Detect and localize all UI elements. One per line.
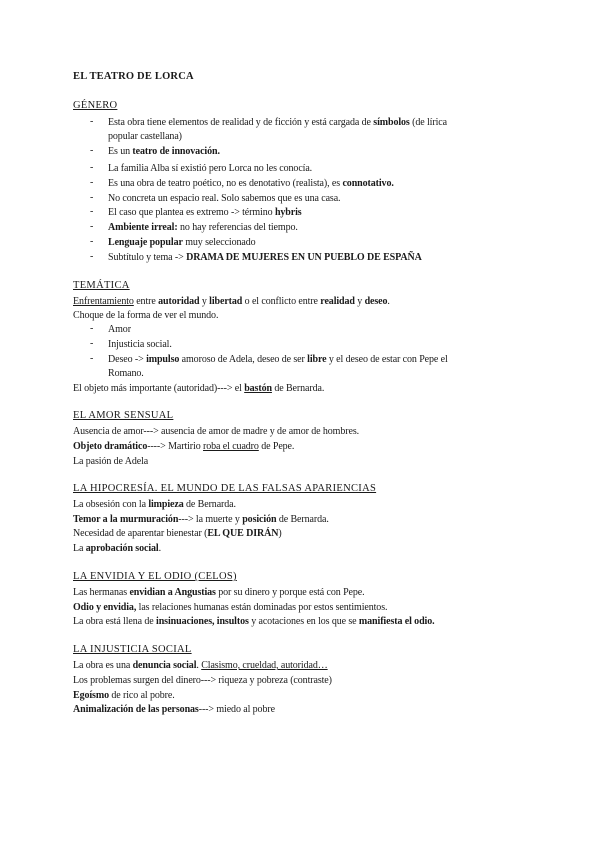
injusticia-line-2: Los problemas surgen del dinero---> riqueza y pobreza (contraste) [73,675,332,686]
document-title: EL TEATRO DE LORCA [73,71,194,82]
bullet-dash: - [90,323,94,334]
genero-bullet-4: Es una obra de teatro poético, no es denotativo (realista), es connotativo. [108,178,394,189]
bullet-dash: - [90,145,94,156]
genero-bullet-2: Es un teatro de innovación. [108,146,220,157]
genero-bullet-8: Lenguaje popular muy seleccionado [108,237,256,248]
section-heading-tematica: TEMÁTICA [73,280,130,291]
bullet-dash: - [90,338,94,349]
bullet-dash: - [90,162,94,173]
envidia-line-1: Las hermanas envidian a Angustias por su dinero y porque está con Pepe. [73,587,365,598]
bullet-dash: - [90,353,94,364]
section-heading-amor-sensual: EL AMOR SENSUAL [73,410,174,421]
amor-line-2: Objeto dramático----> Martirio roba el cuadro de Pepe. [73,441,295,452]
amor-line-1: Ausencia de amor---> ausencia de amor de madre y de amor de hombres. [73,426,360,437]
genero-bullet-5: No concreta un espacio real. Solo sabemos que es una casa. [108,193,341,204]
tematica-line-2: Choque de la forma de ver el mundo. [73,310,219,321]
genero-bullet-7: Ambiente irreal: no hay referencias del tiempo. [108,222,298,233]
section-heading-injusticia: LA INJUSTICIA SOCIAL [73,644,192,655]
tematica-bullet-2: Injusticia social. [108,339,172,350]
section-heading-genero: GÉNERO [73,100,118,111]
tematica-line-3: El objeto más importante (autoridad)---> el bastón de Bernarda. [73,383,325,394]
envidia-line-2: Odio y envidia, las relaciones humanas están dominadas por estos sentimientos. [73,602,388,613]
bullet-dash: - [90,177,94,188]
injusticia-line-1: La obra es una denuncia social. Clasismo, crueldad, autoridad… [73,660,328,671]
genero-bullet-3: La familia Alba sí existió pero Lorca no les conocía. [108,163,313,174]
tematica-bullet-3: Deseo -> impulso amoroso de Adela, deseo de ser libre y el deseo de estar con Pepe el [108,354,448,365]
bullet-dash: - [90,236,94,247]
amor-line-3: La pasión de Adela [73,456,149,467]
envidia-line-3: La obra está llena de insinuaciones, insultos y acotaciones en los que se manifiesta el odio. [73,616,435,627]
hipocresia-line-3: Necesidad de aparentar bienestar (EL QUE DIRÁN) [73,528,282,539]
hipocresia-line-4: La aprobación social. [73,543,162,554]
hipocresia-line-1: La obsesión con la limpieza de Bernarda. [73,499,236,510]
bullet-dash: - [90,251,94,262]
tematica-bullet-3-continuation: Romano. [108,368,144,379]
tematica-bullet-1: Amor [108,324,131,335]
injusticia-line-4: Animalización de las personas---> miedo al pobre [73,704,275,715]
bullet-dash: - [90,116,94,127]
genero-bullet-1: Esta obra tiene elementos de realidad y de ficción y está cargada de símbolos (de lírica [108,117,447,128]
genero-bullet-9: Subtítulo y tema -> DRAMA DE MUJERES EN UN PUEBLO DE ESPAÑA [108,252,422,263]
section-heading-hipocresia: LA HIPOCRESÍA. EL MUNDO DE LAS FALSAS APARIENCIAS [73,483,377,494]
bullet-dash: - [90,221,94,232]
genero-bullet-1-continuation: popular castellana) [108,131,182,142]
genero-bullet-6: El caso que plantea es extremo -> término hybris [108,207,302,218]
injusticia-line-3: Egoísmo de rico al pobre. [73,690,175,701]
bullet-dash: - [90,206,94,217]
tematica-line-1: Enfrentamiento entre autoridad y libertad o el conflicto entre realidad y deseo. [73,296,390,307]
bullet-dash: - [90,192,94,203]
section-heading-envidia: LA ENVIDIA Y EL ODIO (CELOS) [73,571,237,582]
hipocresia-line-2: Temor a la murmuración---> la muerte y posición de Bernarda. [73,514,329,525]
